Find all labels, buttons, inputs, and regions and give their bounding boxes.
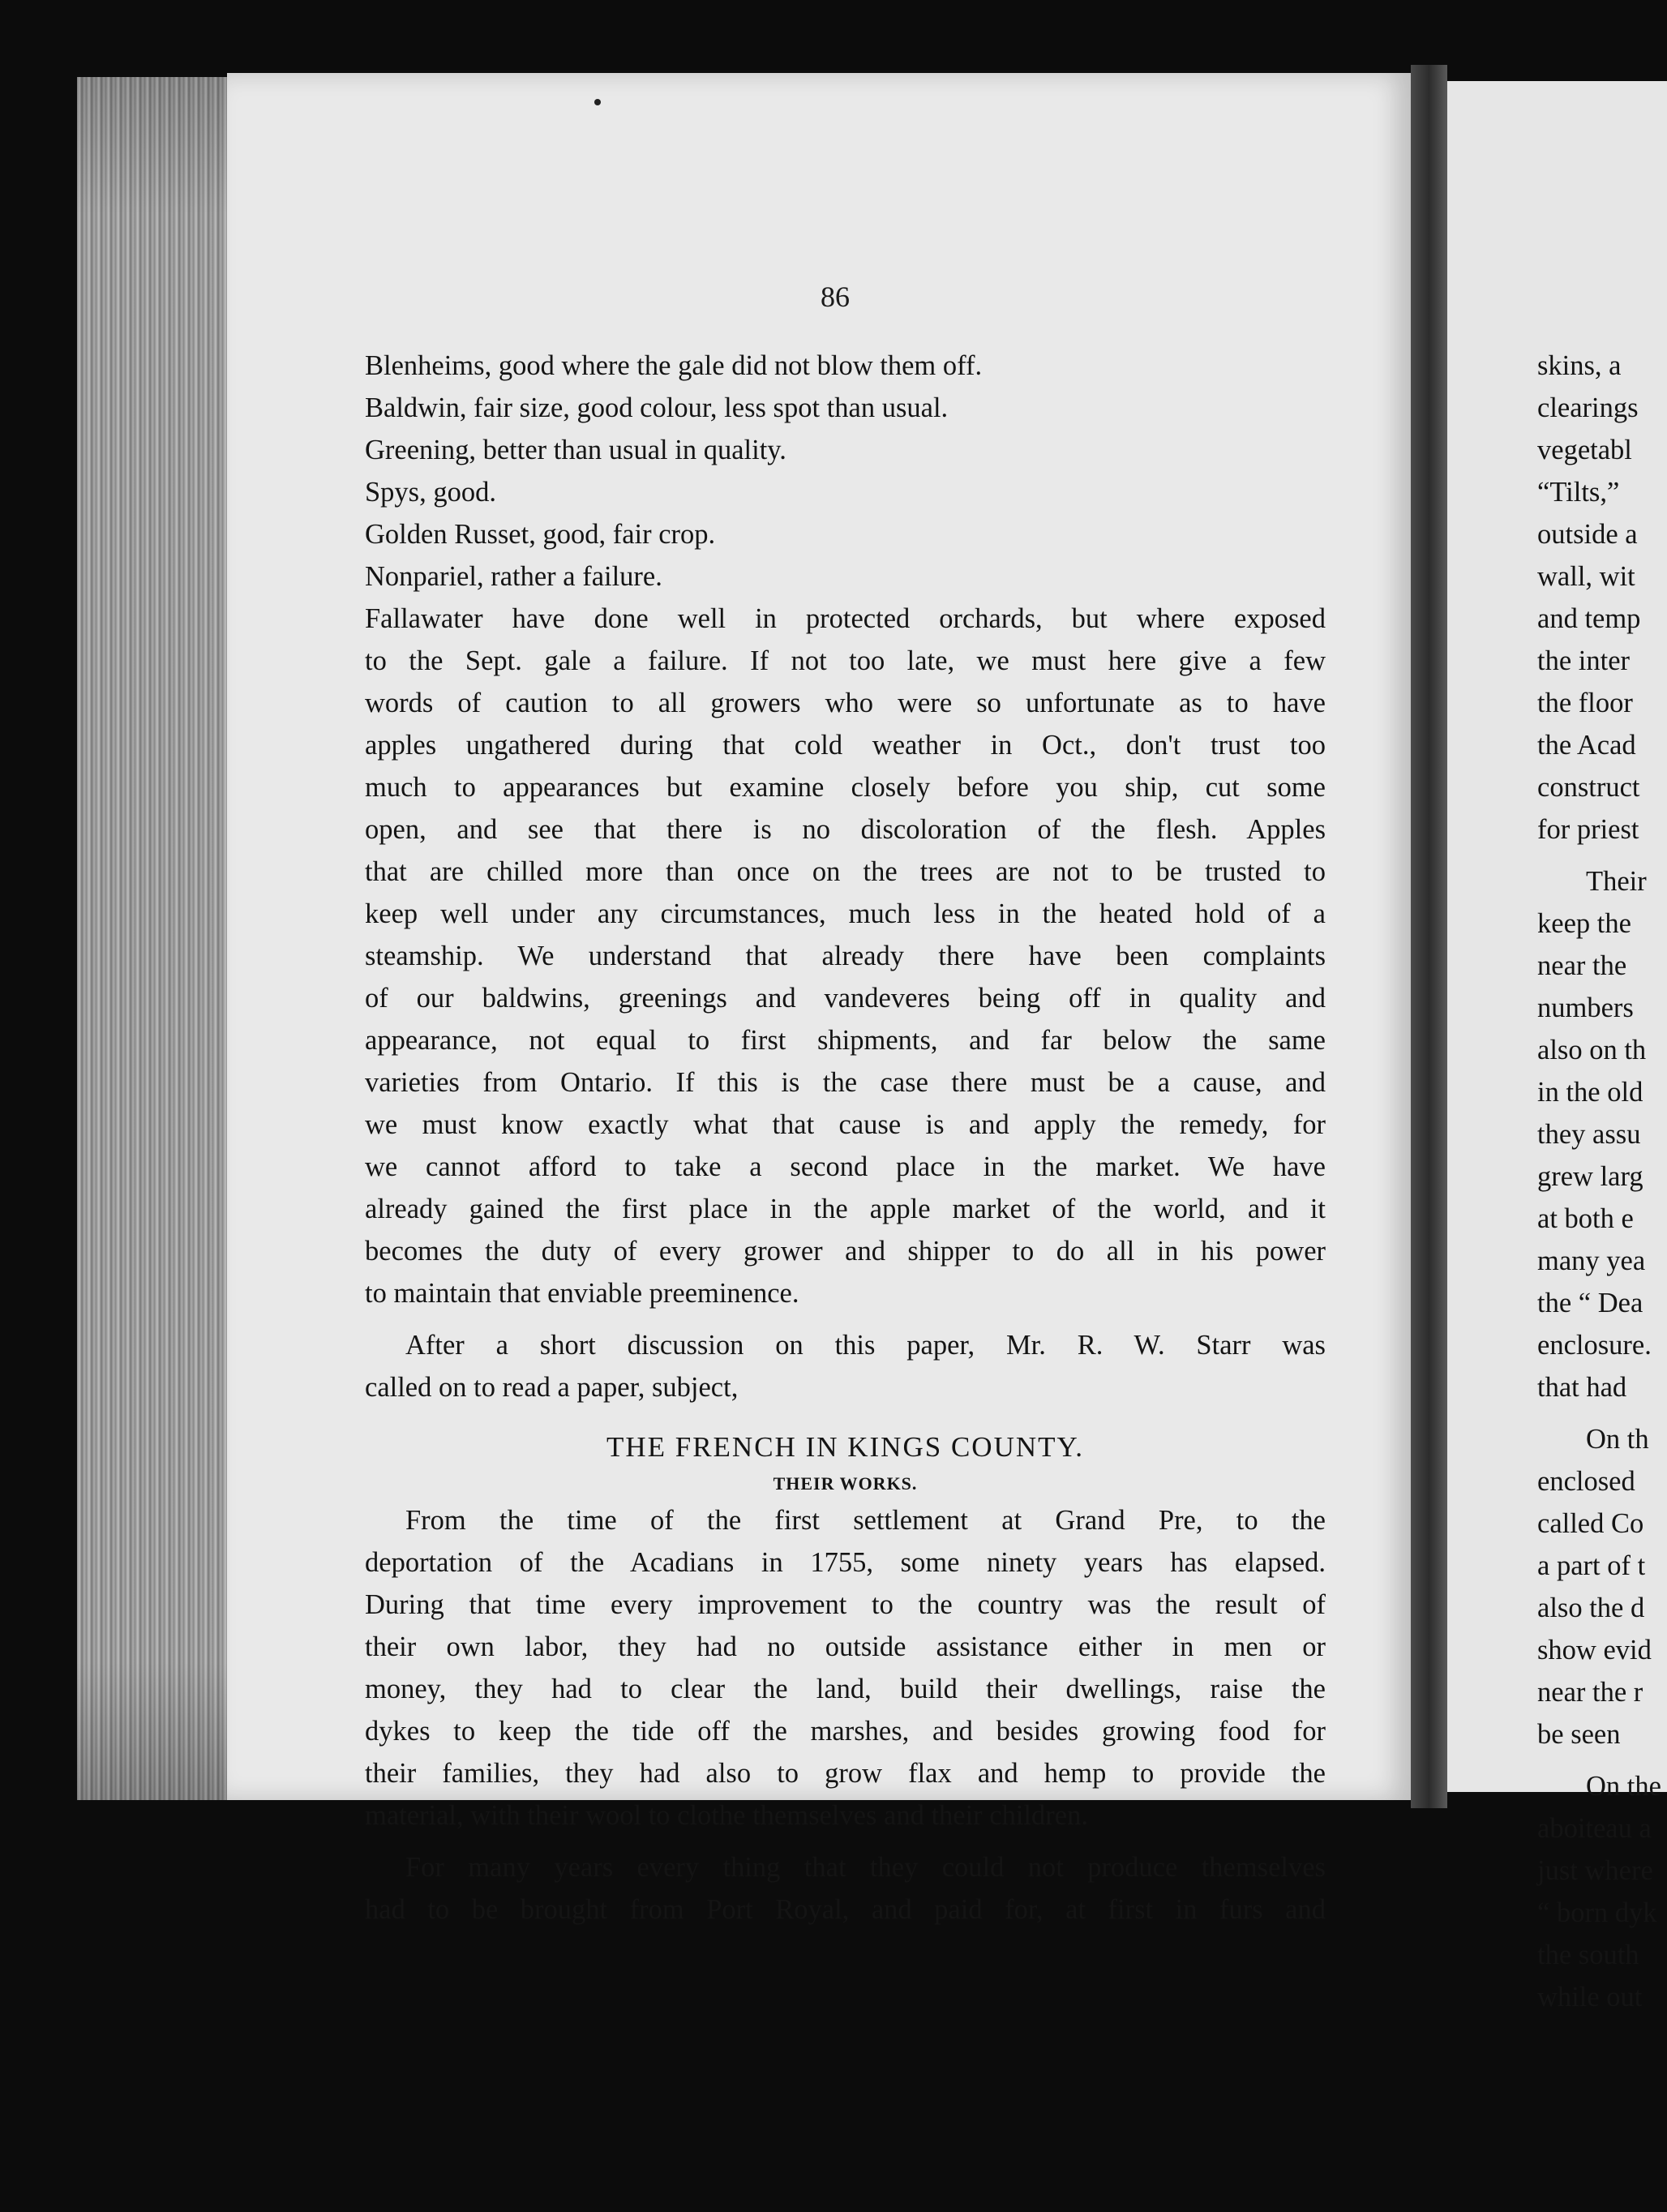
text-line: For many years every thing that they could not produce themselves [405, 1852, 1326, 1883]
list-item: Nonpariel, rather a failure. [365, 561, 662, 592]
text-line: the floor [1537, 688, 1633, 718]
text-line: their own labor, they had no outside assistance either in men or [365, 1631, 1326, 1662]
text-line: a part of t [1537, 1550, 1646, 1581]
text-line: deportation of the Acadians in 1755, some ninety years has elapsed. [365, 1547, 1326, 1578]
text-line: keep the [1537, 908, 1631, 939]
text-line: at both e [1537, 1203, 1634, 1234]
text-line: they assu [1537, 1119, 1641, 1150]
paragraph-discussion [365, 1324, 1326, 1408]
text-line: Their [1586, 866, 1647, 897]
text-line: the south [1537, 1940, 1639, 1970]
text-line: we must know exactly what that cause is and apply the remedy, for [365, 1109, 1326, 1140]
section-subheading: THEIR WORKS. [773, 1473, 918, 1494]
apple-variety-list [365, 345, 1326, 598]
text-line: to maintain that enviable preeminence. [365, 1278, 799, 1309]
text-line: On th [1586, 1424, 1649, 1455]
text-line: show evid [1537, 1635, 1652, 1665]
text-line: “ born dyk [1537, 1897, 1657, 1928]
paragraph-port-royal [365, 1846, 1326, 1931]
text-line: much to appearances but examine closely before you ship, cut some [365, 772, 1326, 803]
text-line: the Acad [1537, 730, 1636, 761]
text-line: already gained the first place in the apple market of the world, and it [365, 1194, 1326, 1224]
text-line: their families, they had also to grow flax and hemp to provide the [365, 1758, 1326, 1789]
text-line: dykes to keep the tide off the marshes, and besides growing food for [365, 1716, 1326, 1747]
text-line: near the [1537, 950, 1627, 981]
text-line: Fallawater have done well in protected orchards, but where exposed [365, 603, 1326, 634]
text-line: near the r [1537, 1677, 1643, 1708]
text-line: numbers [1537, 992, 1634, 1023]
text-line: that are chilled more than once on the trees are not to be trusted to [365, 856, 1326, 887]
right-page-text [1537, 345, 1667, 2018]
text-line: skins, a [1537, 350, 1622, 381]
text-line: apples ungathered during that cold weather in Oct., don't trust too [365, 730, 1326, 761]
section-heading: THE FRENCH IN KINGS COUNTY. [606, 1431, 1085, 1463]
text-line: called Co [1537, 1508, 1644, 1539]
list-item: Spys, good. [365, 477, 496, 508]
text-line: appearance, not equal to first shipments, and far below the same [365, 1025, 1326, 1056]
text-line: During that time every improvement to the country was the result of [365, 1589, 1326, 1620]
page-number: 86 [821, 281, 850, 313]
text-line: of our baldwins, greenings and vandeveres being off in quality and [365, 983, 1326, 1014]
text-line: called on to read a paper, subject, [365, 1372, 739, 1403]
book-page-edges [77, 77, 227, 1800]
text-line: many yea [1537, 1245, 1646, 1276]
text-line: clearings [1537, 392, 1639, 423]
text-line: just where [1537, 1855, 1653, 1886]
text-line: construct [1537, 772, 1640, 803]
book-gutter [1411, 65, 1447, 1808]
list-item: Greening, better than usual in quality. [365, 435, 786, 465]
text-line: wall, wit [1537, 561, 1635, 592]
list-item: Golden Russet, good, fair crop. [365, 519, 716, 550]
text-line: while out [1537, 1982, 1643, 2013]
text-line: After a short discussion on this paper, Mr. R. W. Starr was [405, 1330, 1326, 1361]
text-line: vegetabl [1537, 435, 1632, 465]
text-line: “Tilts,” [1537, 477, 1620, 508]
text-line: in the old [1537, 1077, 1643, 1108]
text-line: keep well under any circumstances, much less in the heated hold of a [365, 898, 1326, 929]
text-line: we cannot afford to take a second place in the market. We have [365, 1151, 1326, 1182]
list-item: Baldwin, fair size, good colour, less spot than usual. [365, 392, 949, 423]
text-line: grew larg [1537, 1161, 1643, 1192]
text-line: outside a [1537, 519, 1638, 550]
text-line: aboiteau a [1537, 1813, 1652, 1844]
text-line: material, with their wool to clothe themselves and their children. [365, 1800, 1088, 1831]
text-line: steamship. We understand that already there have been complaints [365, 941, 1326, 971]
text-line: for priest [1537, 814, 1639, 845]
paragraph-fallawater [365, 598, 1326, 1314]
paragraph-settlement [365, 1499, 1326, 1837]
text-line: varieties from Ontario. If this is the case there must be a cause, and [365, 1067, 1326, 1098]
text-line: becomes the duty of every grower and shipper to do all in his power [365, 1236, 1326, 1267]
left-page-text [365, 345, 1326, 1931]
text-line: that had [1537, 1372, 1627, 1403]
text-line: to the Sept. gale a failure. If not too late, we must here give a few [365, 645, 1326, 676]
text-line: money, they had to clear the land, build their dwellings, raise the [365, 1674, 1326, 1704]
list-item: Blenheims, good where the gale did not blow them off. [365, 350, 983, 381]
text-line: also the d [1537, 1593, 1645, 1623]
text-line: the inter [1537, 645, 1630, 676]
text-line: be seen [1537, 1719, 1621, 1750]
text-line: had to be brought from Port Royal, and paid for, at first in furs and [365, 1894, 1326, 1925]
text-line: From the time of the first settlement at Grand Pre, to the [405, 1505, 1326, 1536]
speck-mark [594, 99, 601, 105]
text-line: open, and see that there is no discoloration of the flesh. Apples [365, 814, 1326, 845]
text-line: On the [1586, 1771, 1661, 1802]
text-line: and temp [1537, 603, 1641, 634]
text-line: enclosure. [1537, 1330, 1652, 1361]
text-line: enclosed [1537, 1466, 1635, 1497]
text-line: the “ Dea [1537, 1288, 1643, 1318]
text-line: also on th [1537, 1035, 1647, 1065]
text-line: words of caution to all growers who were so unfortunate as to have [365, 688, 1326, 718]
